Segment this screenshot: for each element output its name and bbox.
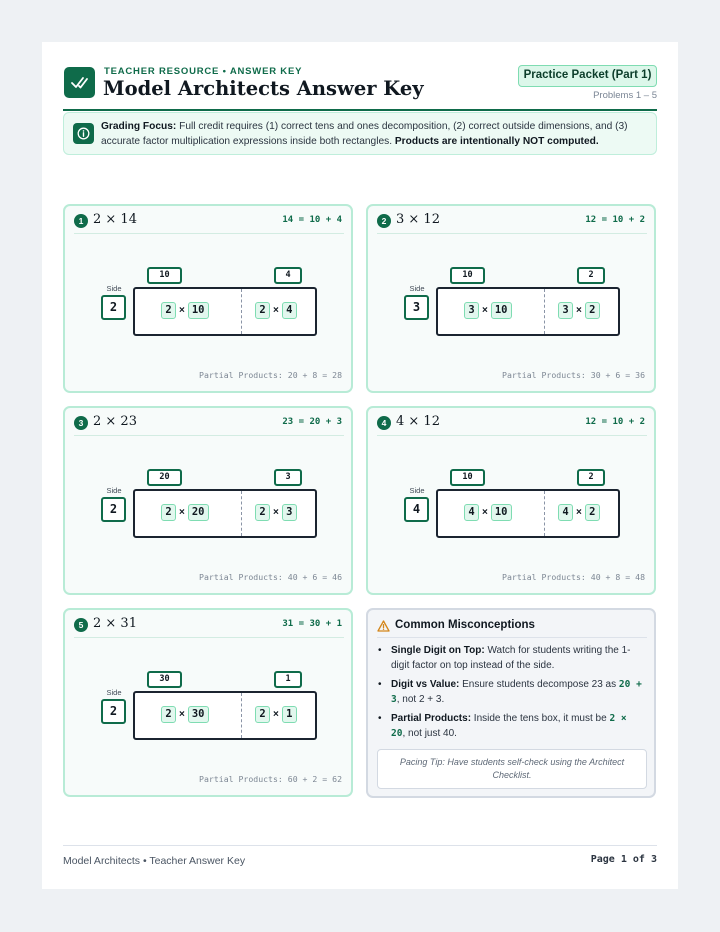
problem-title: 2 × 31 <box>93 616 137 631</box>
grading-focus-emphasis: Products are intentionally NOT computed. <box>394 135 599 147</box>
misconception-text: Watch for students writing the 1-digit factor on top instead of the side. <box>391 645 631 671</box>
area-rectangle <box>133 489 317 538</box>
side-caption: Side <box>106 284 122 293</box>
tens-ones-divider <box>241 491 242 536</box>
factor-chip: 4 <box>464 504 479 521</box>
area-rectangle <box>133 691 317 740</box>
top-tens-label: 10 <box>147 267 182 284</box>
misconception-label: Digit vs Value: <box>391 679 460 690</box>
factor-chip: 30 <box>188 706 209 723</box>
packet-badge: Practice Packet (Part 1) <box>518 65 657 87</box>
tens-expression <box>464 302 512 321</box>
multiply-sign: × <box>273 507 279 519</box>
decomposition: 12 = 10 + 2 <box>585 417 645 427</box>
ones-expression <box>255 706 297 725</box>
grading-focus-body: Full credit requires (1) correct tens and ones decomposition, (2) correct outside dimensions, and (3) accurate factor multiplication expressions inside both rectangles. <box>101 121 628 147</box>
page-title: Model Architects Answer Key <box>103 77 424 100</box>
partial-products: Partial Products: 60 + 2 = 62 <box>199 774 342 784</box>
logo <box>64 67 95 98</box>
ones-expression <box>255 302 297 321</box>
info-badge <box>73 123 94 144</box>
top-ones-label: 3 <box>274 469 302 486</box>
page-of-label: of <box>626 854 651 865</box>
eyebrow-label: TEACHER RESOURCE • ANSWER KEY <box>104 66 303 77</box>
factor-chip: 2 <box>585 302 600 319</box>
problems-range: Problems 1 – 5 <box>593 90 657 101</box>
factor-chip: 2 <box>255 504 270 521</box>
multiply-sign: × <box>482 305 488 317</box>
decomposition: 31 = 30 + 1 <box>282 619 342 629</box>
top-ones-label: 2 <box>577 469 605 486</box>
factor-chip: 2 <box>161 706 176 723</box>
tens-ones-divider <box>241 693 242 738</box>
side-factor: 2 <box>101 699 126 724</box>
card-divider <box>74 233 344 234</box>
partial-products: Partial Products: 40 + 8 = 48 <box>502 572 645 582</box>
card-divider <box>74 435 344 436</box>
area-rectangle <box>436 489 620 538</box>
problem-number: 1 <box>74 214 88 228</box>
card-divider <box>74 637 344 638</box>
factor-chip: 3 <box>464 302 479 319</box>
grading-focus-label: Grading Focus: <box>101 121 177 132</box>
multiply-sign: × <box>179 709 185 721</box>
page-label: Page <box>590 854 621 865</box>
info-icon <box>77 127 90 140</box>
side-factor: 2 <box>101 295 126 320</box>
side-caption: Side <box>409 486 425 495</box>
footer-divider <box>63 845 657 846</box>
misconception-text: Inside the tens box, it must be <box>471 713 610 724</box>
multiply-sign: × <box>179 507 185 519</box>
page-total: 3 <box>650 854 657 865</box>
side-factor: 4 <box>404 497 429 522</box>
side-caption: Side <box>409 284 425 293</box>
grading-focus-box <box>63 112 657 155</box>
ones-expression <box>558 504 600 523</box>
problem-title: 2 × 23 <box>93 414 137 429</box>
problem-card-1 <box>63 204 353 393</box>
misconception-text: , not just 40. <box>402 728 457 739</box>
misconception-code: 2 × 20 <box>391 713 627 739</box>
decomposition: 14 = 10 + 4 <box>282 215 342 225</box>
ones-expression <box>255 504 297 523</box>
problem-number: 2 <box>377 214 391 228</box>
problem-card-5 <box>63 608 353 797</box>
partial-products: Partial Products: 40 + 6 = 46 <box>199 572 342 582</box>
factor-chip: 20 <box>188 504 209 521</box>
footer-label: Model Architects • Teacher Answer Key <box>63 855 246 867</box>
factor-chip: 10 <box>491 302 512 319</box>
misconceptions-list <box>377 643 645 745</box>
problem-number: 4 <box>377 416 391 430</box>
warning-icon <box>377 620 390 632</box>
tens-ones-divider <box>544 491 545 536</box>
multiply-sign: × <box>273 305 279 317</box>
double-check-icon <box>70 74 89 91</box>
top-ones-label: 2 <box>577 267 605 284</box>
top-tens-label: 10 <box>450 469 485 486</box>
problem-title: 3 × 12 <box>396 212 440 227</box>
decomposition: 12 = 10 + 2 <box>585 215 645 225</box>
factor-chip: 4 <box>558 504 573 521</box>
answer-key-page <box>42 42 678 889</box>
misconception-item <box>377 711 645 741</box>
page-number: 1 <box>620 854 627 865</box>
multiply-sign: × <box>576 305 582 317</box>
problem-card-2 <box>366 204 656 393</box>
problem-card-4 <box>366 406 656 595</box>
factor-chip: 3 <box>558 302 573 319</box>
factor-chip: 2 <box>255 706 270 723</box>
misconceptions-title: Common Misconceptions <box>395 619 535 631</box>
factor-chip: 2 <box>161 504 176 521</box>
tens-expression <box>161 504 209 523</box>
multiply-sign: × <box>179 305 185 317</box>
factor-chip: 3 <box>282 504 297 521</box>
factor-chip: 1 <box>282 706 297 723</box>
top-tens-label: 20 <box>147 469 182 486</box>
tens-expression <box>464 504 512 523</box>
tens-ones-divider <box>241 289 242 334</box>
side-caption: Side <box>106 486 122 495</box>
misconception-item <box>377 643 645 673</box>
factor-chip: 10 <box>188 302 209 319</box>
top-ones-label: 1 <box>274 671 302 688</box>
tens-ones-divider <box>544 289 545 334</box>
grading-focus-text <box>101 120 649 149</box>
page-indicator <box>591 854 657 865</box>
tens-expression <box>161 302 209 321</box>
misconceptions-divider <box>377 637 647 638</box>
top-ones-label: 4 <box>274 267 302 284</box>
area-rectangle <box>133 287 317 336</box>
decomposition: 23 = 20 + 3 <box>282 417 342 427</box>
problem-title: 4 × 12 <box>396 414 440 429</box>
top-tens-label: 30 <box>147 671 182 688</box>
top-tens-label: 10 <box>450 267 485 284</box>
factor-chip: 2 <box>161 302 176 319</box>
problem-title: 2 × 14 <box>93 212 137 227</box>
misconception-label: Single Digit on Top: <box>391 645 485 656</box>
ones-expression <box>558 302 600 321</box>
problem-number: 3 <box>74 416 88 430</box>
side-caption: Side <box>106 688 122 697</box>
problem-card-3 <box>63 406 353 595</box>
side-factor: 2 <box>101 497 126 522</box>
problem-number: 5 <box>74 618 88 632</box>
multiply-sign: × <box>482 507 488 519</box>
partial-products: Partial Products: 20 + 8 = 28 <box>199 370 342 380</box>
pacing-tip: Pacing Tip: Have students self-check using the Architect Checklist. <box>377 749 647 789</box>
card-divider <box>377 435 647 436</box>
side-factor: 3 <box>404 295 429 320</box>
factor-chip: 4 <box>282 302 297 319</box>
factor-chip: 2 <box>255 302 270 319</box>
misconception-label: Partial Products: <box>391 713 472 724</box>
misconception-text: , not 2 + 3. <box>396 694 445 705</box>
multiply-sign: × <box>576 507 582 519</box>
header-divider <box>63 109 657 111</box>
tens-expression <box>161 706 209 725</box>
misconception-text: Ensure students decompose 23 as <box>459 679 619 690</box>
card-divider <box>377 233 647 234</box>
misconception-item <box>377 677 645 707</box>
factor-chip: 2 <box>585 504 600 521</box>
factor-chip: 10 <box>491 504 512 521</box>
partial-products: Partial Products: 30 + 6 = 36 <box>502 370 645 380</box>
area-rectangle <box>436 287 620 336</box>
misconception-code: 20 + 3 <box>391 679 642 705</box>
misconceptions-panel <box>366 608 656 798</box>
multiply-sign: × <box>273 709 279 721</box>
